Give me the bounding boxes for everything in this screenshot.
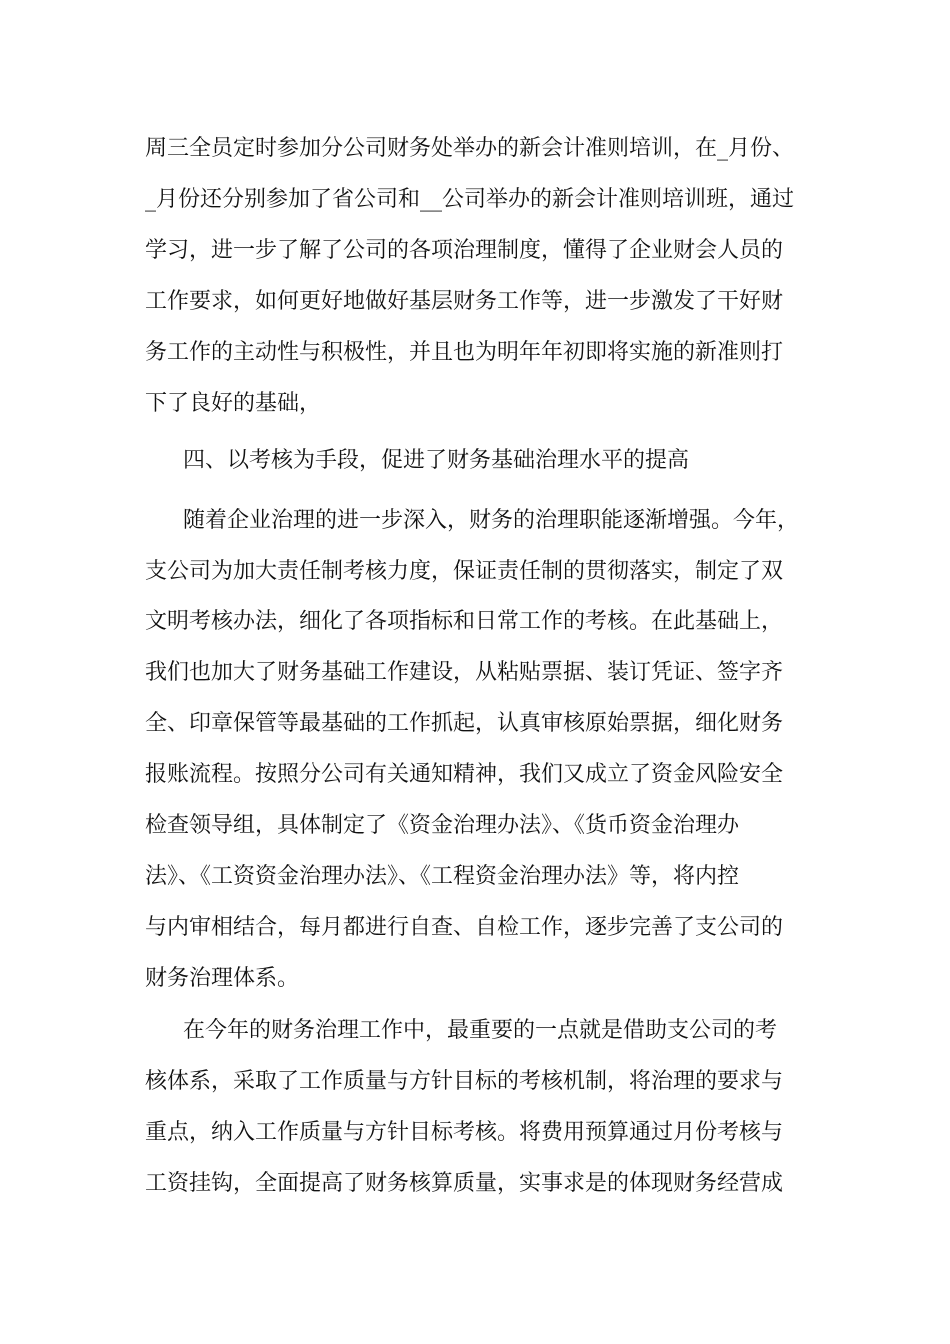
text-line: 财务治理体系。 [145, 966, 300, 991]
text-line: 务工作的主动性与积极性，并且也为明年年初即将实施的新准则打 [145, 340, 784, 365]
text-line: 下了良好的基础， [145, 391, 322, 416]
text-line: 文明考核办法，细化了各项指标和日常工作的考核。在此基础上， [145, 609, 784, 634]
text-line: 检查领导组，具体制定了《资金治理办法》、《货币资金治理办 [145, 813, 740, 838]
text-line: 重点，纳入工作质量与方针目标考核。将费用预算通过月份考核与 [145, 1120, 784, 1145]
text-line: 核体系，采取了工作质量与方针目标的考核机制，将治理的要求与 [145, 1069, 784, 1094]
text-line: 学习，进一步了解了公司的各项治理制度，懂得了企业财会人员的 [145, 238, 784, 263]
text-line: 全、印章保管等最基础的工作抓起，认真审核原始票据，细化财务 [145, 711, 784, 736]
text-line: 周三全员定时参加分公司财务处举办的新会计准则培训，在_月份、 [145, 136, 795, 161]
text-line: 随着企业治理的进一步深入，财务的治理职能逐渐增强。今年， [183, 508, 800, 533]
text-line: 支公司为加大责任制考核力度，保证责任制的贯彻落实，制定了双 [145, 559, 784, 584]
text-line: 与内审相结合，每月都进行自查、自检工作，逐步完善了支公司的 [145, 915, 784, 940]
text-line: 工资挂钩，全面提高了财务核算质量，实事求是的体现财务经营成 [145, 1171, 784, 1196]
text-line: 工作要求，如何更好地做好基层财务工作等，进一步激发了干好财 [145, 289, 784, 314]
text-line: 我们也加大了财务基础工作建设，从粘贴票据、装订凭证、签字齐 [145, 660, 784, 685]
text-line: 法》、《工资资金治理办法》、《工程资金治理办法》等，将内控 [145, 864, 740, 889]
text-line: 在今年的财务治理工作中，最重要的一点就是借助支公司的考 [183, 1018, 778, 1043]
text-line: _月份还分别参加了省公司和__公司举办的新会计准则培训班，通过 [145, 187, 795, 212]
text-line: 报账流程。按照分公司有关通知精神，我们又成立了资金风险安全 [145, 762, 784, 787]
section-heading: 四、以考核为手段，促进了财务基础治理水平的提高 [183, 448, 690, 473]
